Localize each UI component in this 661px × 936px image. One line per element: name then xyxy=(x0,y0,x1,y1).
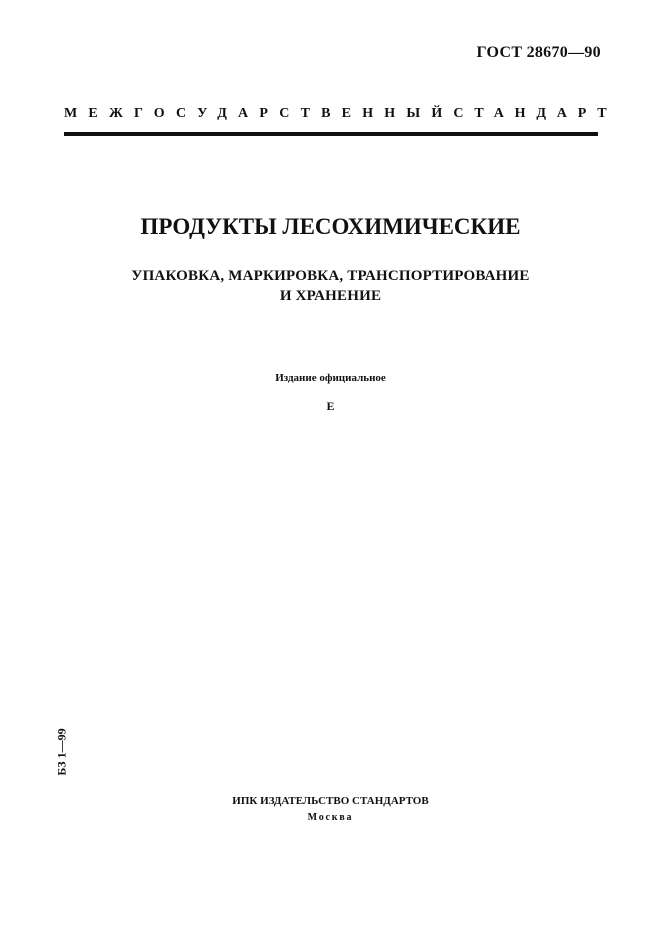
standard-series-heading xyxy=(64,106,618,122)
document-subtitle xyxy=(0,266,661,306)
edition-label: Издание официальное xyxy=(275,372,386,384)
publisher-name: ИПК ИЗДАТЕЛЬСТВО СТАНДАРТОВ xyxy=(232,795,429,807)
edition-letter: Е xyxy=(326,399,335,413)
subtitle-line-1: УПАКОВКА, МАРКИРОВКА, ТРАНСПОРТИРОВАНИЕ xyxy=(131,268,530,284)
subtitle-line-2: И ХРАНЕНИЕ xyxy=(279,288,382,304)
series-word-standard: СТАНДАРТ xyxy=(453,106,618,121)
document-code: ГОСТ 28670—90 xyxy=(476,44,601,61)
series-word-interstate: МЕЖГОСУДАРСТВЕННЫЙ xyxy=(64,106,454,121)
side-mark: БЗ 1—99 xyxy=(54,728,69,776)
header-rule xyxy=(64,132,598,136)
publisher-city: Москва xyxy=(307,812,354,823)
document-title: ПРОДУКТЫ ЛЕСОХИМИЧЕСКИЕ xyxy=(140,214,521,239)
